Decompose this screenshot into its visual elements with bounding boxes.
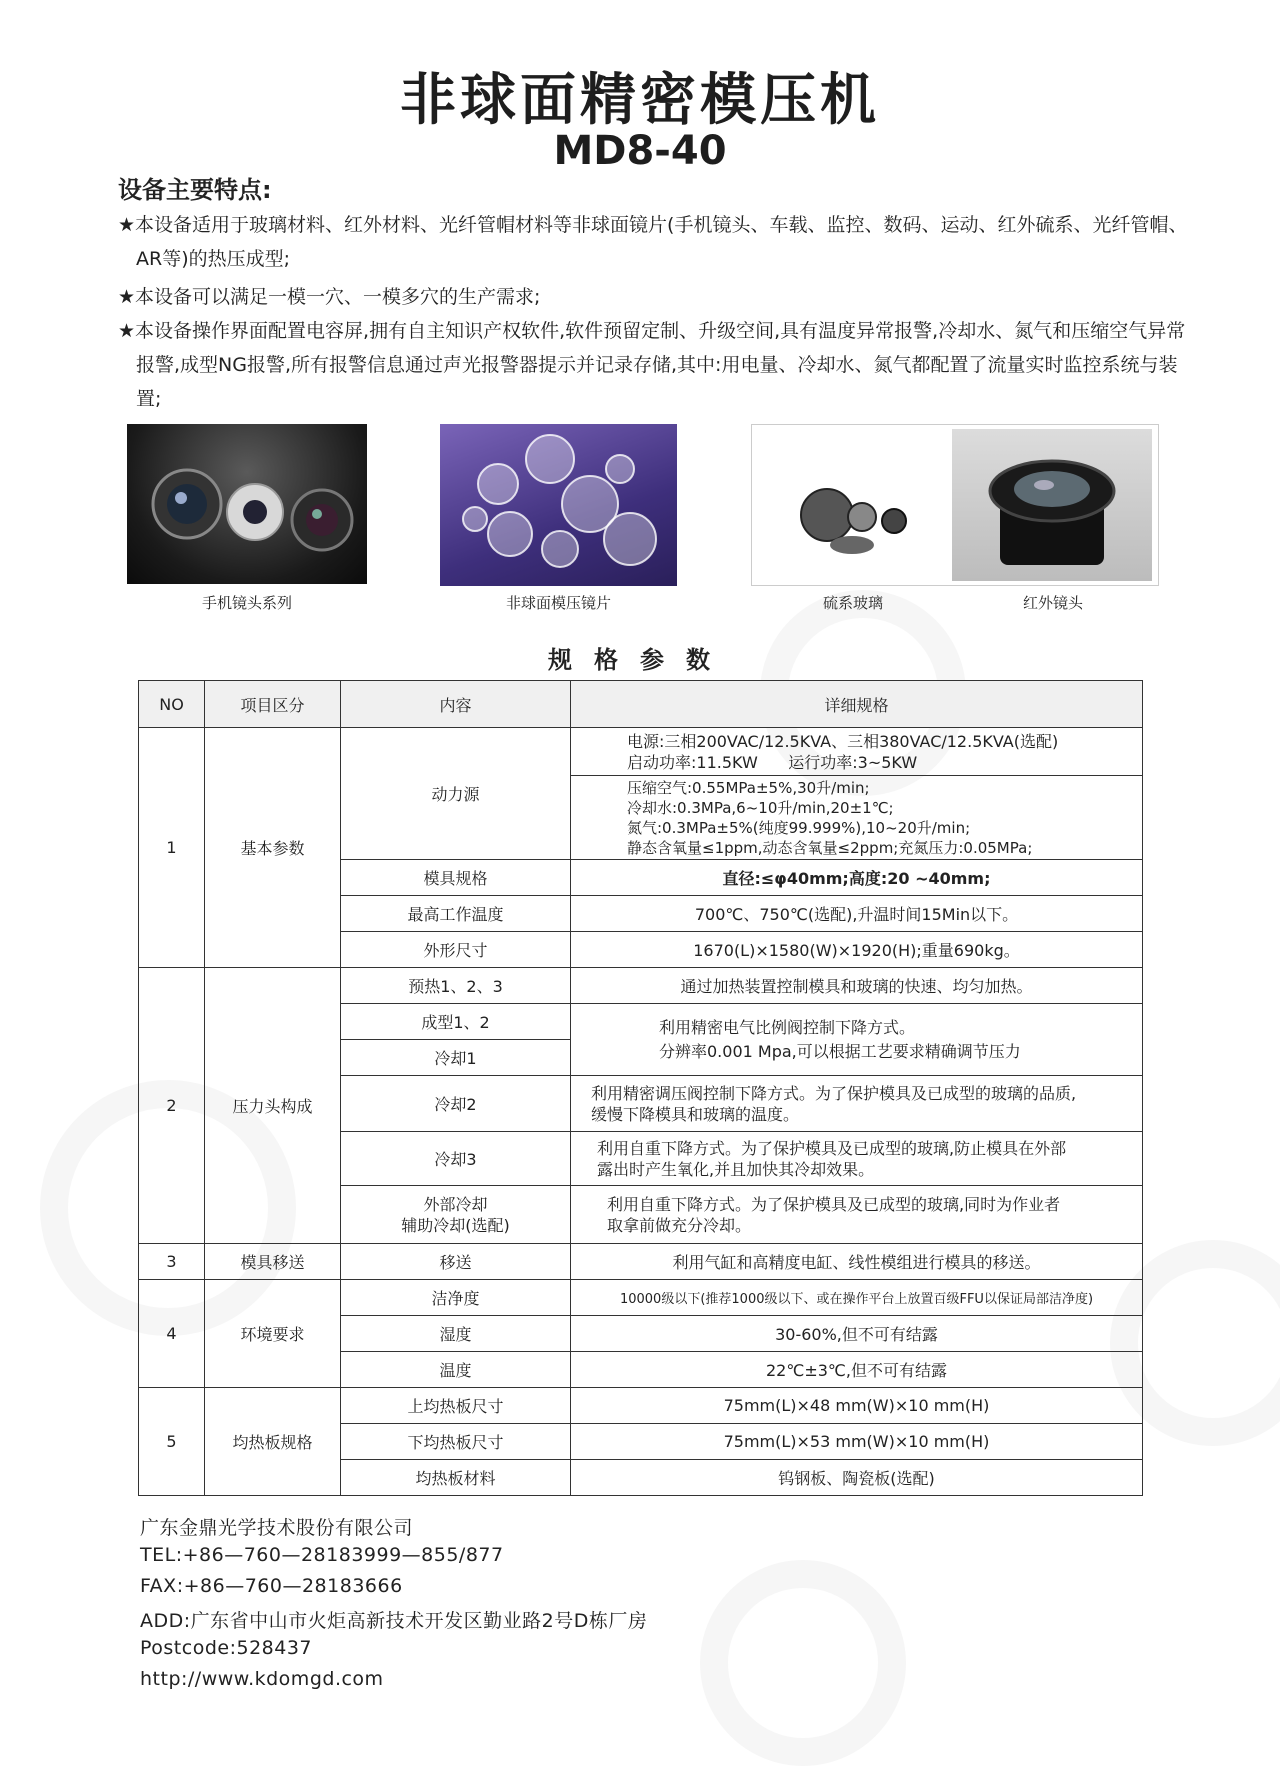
infrared-lens-image xyxy=(952,429,1152,581)
row-item: 移送 xyxy=(341,1244,571,1280)
row-item: 冷却3 xyxy=(341,1132,571,1186)
detail-line: 利用自重下降方式。为了保护模具及已成型的玻璃,同时为作业者 xyxy=(607,1194,1061,1214)
row-category: 环境要求 xyxy=(205,1280,341,1388)
feature-item: ★本设备适用于玻璃材料、红外材料、光纤管帽材料等非球面镜片(手机镜头、车载、监控、数码、运动、红外硫系、光纤管帽、AR等)的热压成型; xyxy=(118,214,1188,270)
row-detail: 1670(L)×1580(W)×1920(H);重量690kg。 xyxy=(571,932,1143,968)
row-item: 洁净度 xyxy=(341,1280,571,1316)
header-detail: 详细规格 xyxy=(571,681,1143,728)
row-detail: 75mm(L)×53 mm(W)×10 mm(H) xyxy=(571,1424,1143,1460)
row-detail: 钨钢板、陶瓷板(选配) xyxy=(571,1460,1143,1496)
row-item: 湿度 xyxy=(341,1316,571,1352)
row-detail: 10000级以下(推荐1000级以下、或在操作平台上放置百级FFU以保证局部洁净度) xyxy=(571,1280,1143,1316)
phone-lens-photo xyxy=(127,424,367,584)
caption-chalcogenide-glass: 硫系玻璃 xyxy=(822,594,883,612)
detail-line: 压缩空气:0.55MPa±5%,30升/min; xyxy=(627,778,870,797)
caption-infrared-lens: 红外镜头 xyxy=(1022,594,1083,612)
row-item xyxy=(341,1186,571,1244)
table-header-row xyxy=(139,681,1143,728)
detail-line: 露出时产生氧化,并且加快其冷却效果。 xyxy=(597,1159,875,1179)
spec-section-title: 规格参数 xyxy=(548,646,732,674)
row-item: 成型1、2 xyxy=(341,1004,571,1040)
table-row xyxy=(139,1280,1143,1316)
model-number: MD8-40 xyxy=(553,128,727,174)
row-detail: 通过加热装置控制模具和玻璃的快速、均匀加热。 xyxy=(571,968,1143,1004)
detail-line: 氮气:0.3MPa±5%(纯度99.999%),10~20升/min; xyxy=(627,818,971,837)
row-item: 上均热板尺寸 xyxy=(341,1388,571,1424)
detail-line: 启动功率:11.5KW 运行功率:3~5KW xyxy=(627,752,918,772)
detail-line: 利用精密调压阀控制下降方式。为了保护模具及已成型的玻璃的品质, xyxy=(591,1083,1077,1103)
row-detail xyxy=(571,1186,1143,1244)
row-no: 1 xyxy=(139,728,205,968)
company-name: 广东金鼎光学技术股份有限公司 xyxy=(140,1517,414,1539)
contact-address: ADD:广东省中山市火炬高新技术开发区勤业路2号D栋厂房 xyxy=(140,1610,648,1632)
detail-line: 缓慢下降模具和玻璃的温度。 xyxy=(591,1104,800,1124)
caption-phone-lens: 手机镜头系列 xyxy=(201,594,292,612)
row-item: 动力源 xyxy=(341,728,571,860)
row-no: 4 xyxy=(139,1280,205,1388)
row-no: 3 xyxy=(139,1244,205,1280)
row-item: 最高工作温度 xyxy=(341,896,571,932)
phone-lens-image xyxy=(127,424,367,584)
row-item: 预热1、2、3 xyxy=(341,968,571,1004)
detail-line: 冷却水:0.3MPa,6~10升/min,20±1℃; xyxy=(627,798,894,817)
row-no: 2 xyxy=(139,968,205,1244)
detail-line: 利用精密电气比例阀控制下降方式。 xyxy=(659,1017,916,1037)
contact-fax: FAX:+86—760—28183666 xyxy=(140,1575,403,1597)
item-line: 辅助冷却(选配) xyxy=(401,1215,510,1235)
row-detail: 利用气缸和高精度电缸、线性模组进行模具的移送。 xyxy=(571,1244,1143,1280)
row-item: 均热板材料 xyxy=(341,1460,571,1496)
row-item: 冷却1 xyxy=(341,1040,571,1076)
detail-line: 静态含氧量≤1ppm,动态含氧量≤2ppm;充氮压力:0.05MPa; xyxy=(627,838,1033,857)
row-item: 外形尺寸 xyxy=(341,932,571,968)
caption-molded-lens: 非球面模压镜片 xyxy=(505,594,611,612)
row-item: 模具规格 xyxy=(341,860,571,896)
header-no: NO xyxy=(139,681,205,728)
header-category: 项目区分 xyxy=(205,681,341,728)
row-detail: 75mm(L)×48 mm(W)×10 mm(H) xyxy=(571,1388,1143,1424)
row-item: 温度 xyxy=(341,1352,571,1388)
row-detail xyxy=(571,1132,1143,1186)
row-category: 均热板规格 xyxy=(205,1388,341,1496)
row-detail xyxy=(571,1076,1143,1132)
table-row xyxy=(139,1244,1143,1280)
spec-table xyxy=(138,680,1143,1496)
page-title: 非球面精密模压机 xyxy=(400,68,880,133)
table-row xyxy=(139,968,1143,1004)
row-category: 压力头构成 xyxy=(205,968,341,1244)
row-item: 冷却2 xyxy=(341,1076,571,1132)
row-detail: 直径:≤φ40mm;高度:20 ~40mm; xyxy=(571,860,1143,896)
item-line: 外部冷却 xyxy=(423,1194,488,1214)
detail-line: 分辨率0.001 Mpa,可以根据工艺要求精确调节压力 xyxy=(659,1041,1021,1061)
row-detail xyxy=(571,728,1143,776)
contact-tel: TEL:+86—760—28183999—855/877 xyxy=(140,1544,504,1566)
glass-lens-photo-frame xyxy=(751,424,1159,586)
row-detail: 700℃、750℃(选配),升温时间15Min以下。 xyxy=(571,896,1143,932)
table-row xyxy=(139,728,1143,776)
feature-item: ★本设备操作界面配置电容屏,拥有自主知识产权软件,软件预留定制、升级空间,具有温度异常报警,冷却水、氮气和压缩空气异常报警,成型NG报警,所有报警信息通过声光报警器提示并记录存储,其中:用电量、冷却水、氮气都配置了流量实时监控系统与装置; xyxy=(118,320,1186,410)
header-content: 内容 xyxy=(341,681,571,728)
row-detail xyxy=(571,1004,1143,1076)
row-no: 5 xyxy=(139,1388,205,1496)
row-category: 模具移送 xyxy=(205,1244,341,1280)
molded-lens-photo xyxy=(440,424,677,586)
detail-line: 取拿前做充分冷却。 xyxy=(607,1215,752,1235)
row-item: 下均热板尺寸 xyxy=(341,1424,571,1460)
row-category: 基本参数 xyxy=(205,728,341,968)
contact-postcode: Postcode:528437 xyxy=(140,1637,313,1659)
row-detail: 22℃±3℃,但不可有结露 xyxy=(571,1352,1143,1388)
contact-website[interactable]: http://www.kdomgd.com xyxy=(140,1668,384,1690)
feature-item: ★本设备可以满足一模一穴、一模多穴的生产需求; xyxy=(118,286,541,308)
features-heading: 设备主要特点: xyxy=(118,176,272,204)
detail-line: 利用自重下降方式。为了保护模具及已成型的玻璃,防止模具在外部 xyxy=(597,1138,1067,1158)
row-detail xyxy=(571,776,1143,860)
detail-line: 电源:三相200VAC/12.5KVA、三相380VAC/12.5KVA(选配) xyxy=(627,731,1059,751)
watermark-logo xyxy=(700,1560,906,1766)
row-detail: 30-60%,但不可有结露 xyxy=(571,1316,1143,1352)
table-row xyxy=(139,1388,1143,1424)
molded-lens-image xyxy=(440,424,677,586)
